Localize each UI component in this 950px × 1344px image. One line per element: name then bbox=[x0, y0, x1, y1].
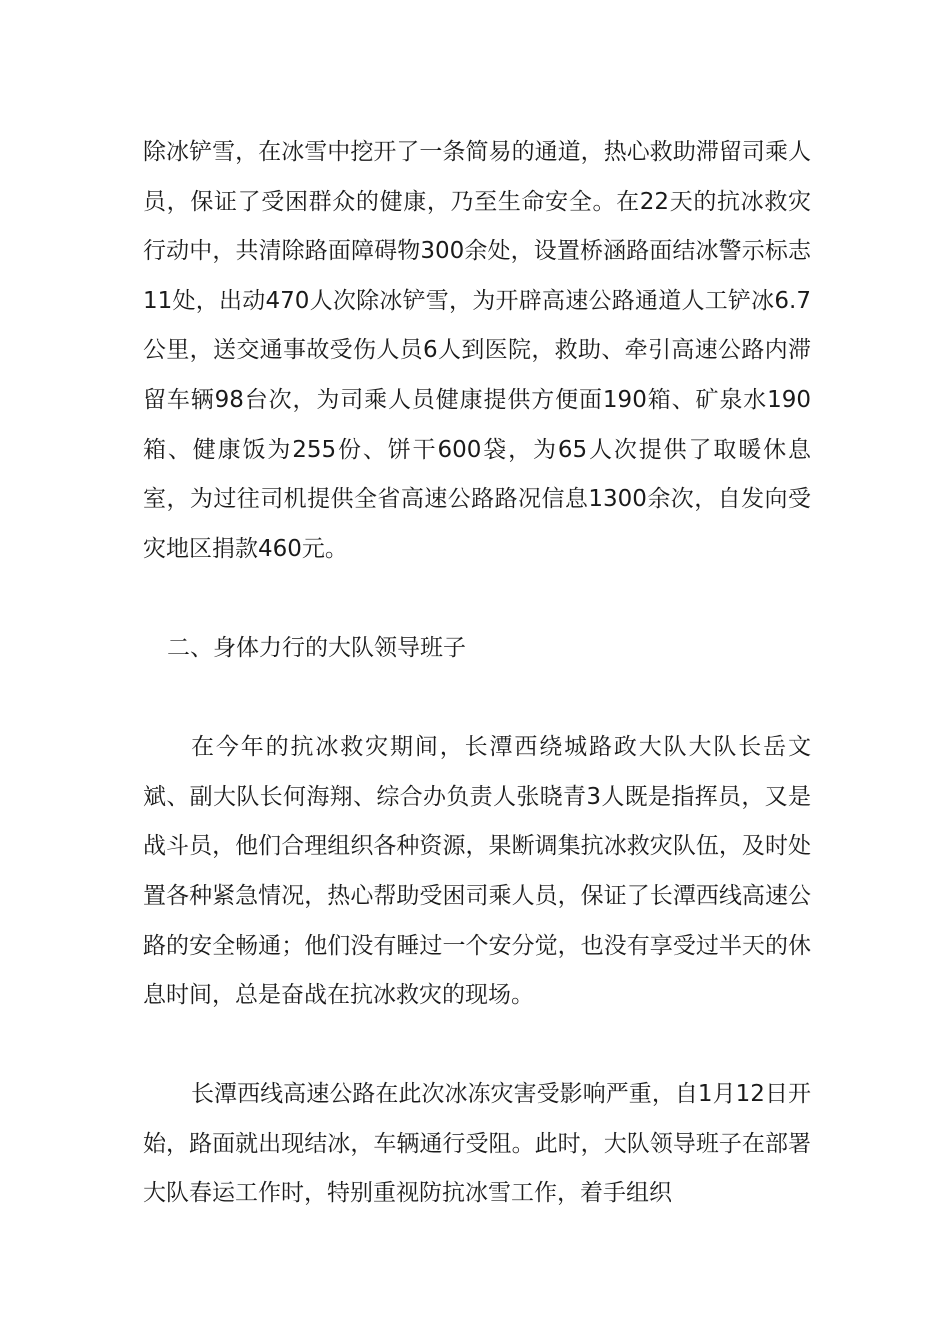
paragraph-leadership: 在今年的抗冰救灾期间，长潭西绕城路政大队大队长岳文斌、副大队长何海翔、综合办负责人张晓青3人既是指挥员，又是战斗员，他们合理组织各种资源，果断调集抗冰救灾队伍，及时处置各种紧急情况，热心帮助受困司乘人员，保证了长潭西线高速公路的安全畅通；他们没有睡过一个安分觉，也没有享受过半天的休息时间，总是奋战在抗冰救灾的现场。 bbox=[143, 734, 811, 1009]
paragraph-gap bbox=[143, 1021, 811, 1071]
document-body bbox=[143, 128, 811, 1219]
section-heading: 二、身体力行的大队领导班子 bbox=[167, 634, 466, 661]
paragraph-icing: 长潭西线高速公路在此次冰冻灾害受影响严重，自1月12日开始，路面就出现结冰，车辆通行受阻。此时，大队领导班子在部署大队春运工作时，特别重视防抗冰雪工作，着手组织 bbox=[143, 1081, 811, 1207]
paragraph-continuation: 除冰铲雪，在冰雪中挖开了一条简易的通道，热心救助滞留司乘人员，保证了受困群众的健康，乃至生命安全。在22天的抗冰救灾行动中，共清除路面障碍物300余处，设置桥涵路面结冰警示标志11处，出动470人次除冰铲雪，为开辟高速公路通道人工铲冰6.7公里，送交通事故受伤人员6人到医院，救助、牵引高速公路内滞留车辆98台次，为司乘人员健康提供方便面190箱、矿泉水190箱、健康饭为255份、饼干600袋，为65人次提供了取暖休息室，为过往司机提供全省高速公路路况信息1300余次，自发向受灾地区捐款460元。 bbox=[143, 139, 811, 562]
paragraph-gap bbox=[143, 674, 811, 724]
paragraph-gap bbox=[143, 574, 811, 624]
